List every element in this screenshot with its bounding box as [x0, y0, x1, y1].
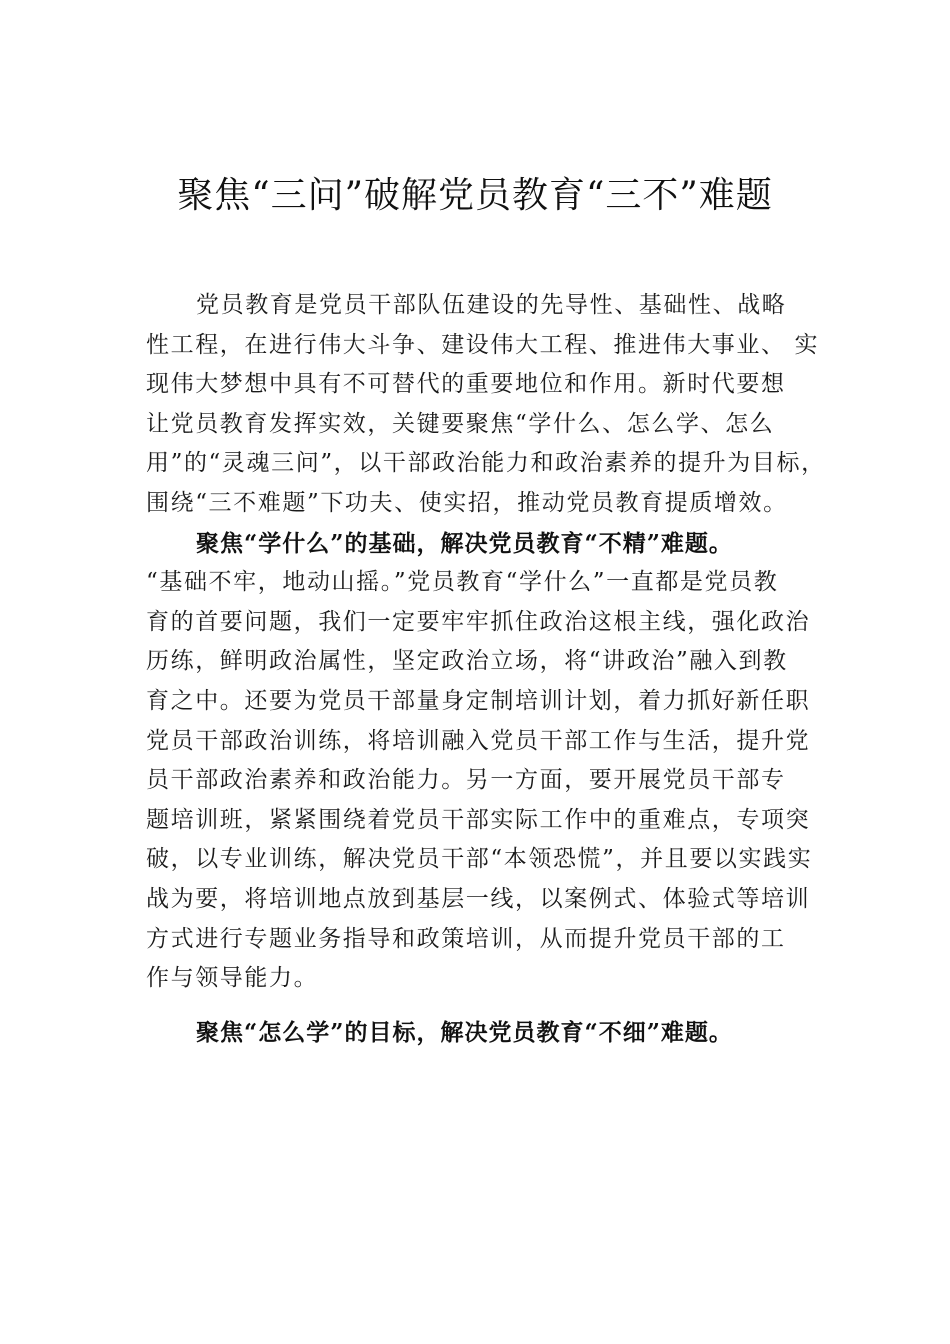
intro-line: 用”的“灵魂三问”，以干部政治能力和政治素养的提升为目标， [146, 450, 826, 477]
document-body [146, 286, 846, 1052]
intro-line: 围绕“三不难题”下功夫、使实招，推动党员教育提质增效。 [146, 489, 788, 516]
intro-line: 让党员教育发挥实效，关键要聚焦“学什么、怎么学、怎么 [146, 410, 775, 437]
intro-line: 党员教育是党员干部队伍建设的先导性、基础性、战略 [196, 292, 787, 318]
section1-line: 战为要，将培训地点放到基层一线，以案例式、体验式等培训 [146, 885, 811, 912]
section1-line: 育之中。还要为党员干部量身定制培训计划，着力抓好新任职 [146, 687, 811, 714]
section1-line: 作与领导能力。 [146, 965, 319, 992]
section1-line: 员干部政治素养和政治能力。另一方面，要开展党员干部专 [146, 767, 786, 794]
section-heading-1: 聚焦“学什么”的基础，解决党员教育“不精”难题。 [196, 529, 733, 557]
section1-line: 历练，鲜明政治属性，坚定政治立场，将“讲政治”融入到教 [146, 648, 788, 675]
intro-line: 现伟大梦想中具有不可替代的重要地位和作用。新时代要想 [146, 371, 786, 398]
section1-line: “基础不牢，地动山摇。”党员教育“学什么”一直都是党员教 [146, 569, 779, 596]
section1-line: 育的首要问题，我们一定要牢牢抓住政治这根主线，强化政治 [146, 608, 811, 635]
intro-line: 性工程，在进行伟大斗争、建设伟大工程、推进伟大事业、 实 [146, 331, 820, 358]
section1-line: 破，以专业训练，解决党员干部“本领恐慌”，并且要以实践实 [146, 846, 813, 873]
document-title: 聚焦“三问”破解党员教育“三不”难题 [177, 175, 773, 216]
section-heading-2: 聚焦“怎么学”的目标，解决党员教育“不细”难题。 [196, 1018, 733, 1046]
section1-line: 题培训班，紧紧围绕着党员干部实际工作中的重难点，专项突 [146, 806, 811, 833]
section1-line: 党员干部政治训练，将培训融入党员干部工作与生活，提升党 [146, 727, 811, 754]
section1-line: 方式进行专题业务指导和政策培训，从而提升党员干部的工 [146, 925, 786, 952]
paragraph-gap [146, 999, 846, 1013]
